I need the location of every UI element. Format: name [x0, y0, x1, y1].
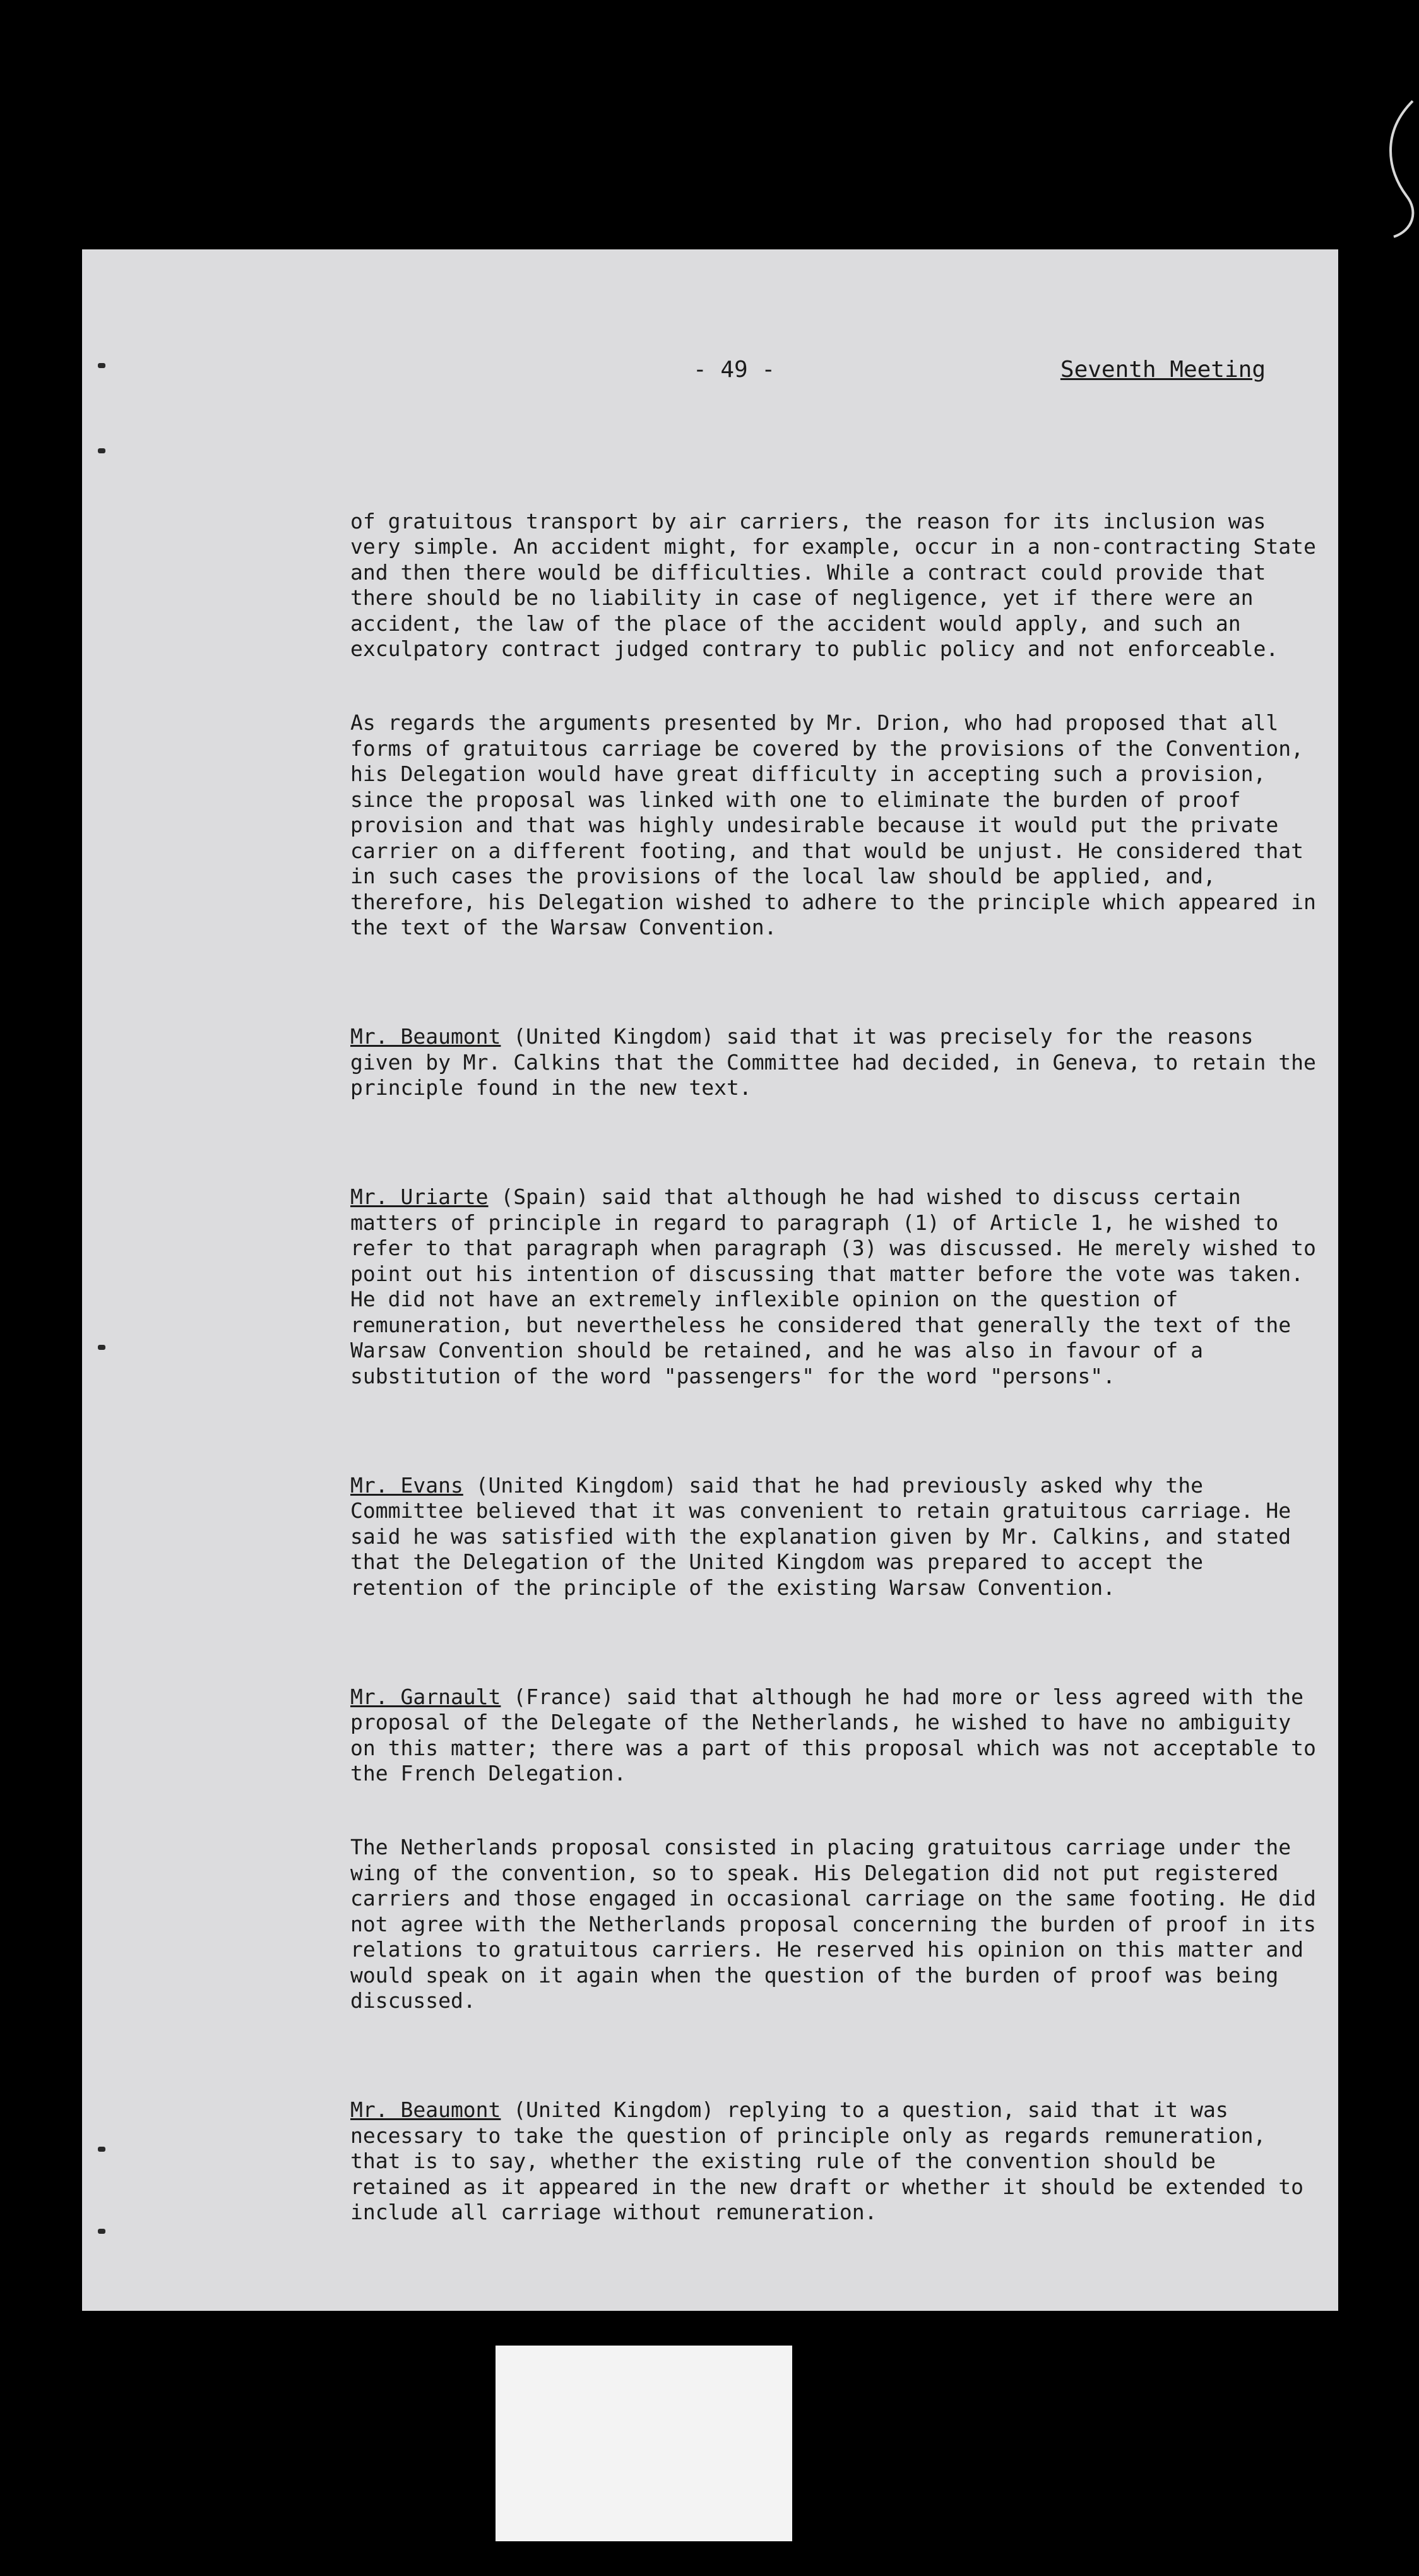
paragraph-text: (United Kingdom) said that it was precisely for the reasons given by Mr. Calkins that the Committee had decided, in Geneva, to retain the principle found in the new text. [350, 1024, 1316, 1100]
margin-mark [98, 363, 105, 368]
paragraph [350, 1810, 1326, 2014]
document-page [82, 249, 1338, 2311]
paragraph [350, 1159, 1326, 1390]
paragraph [350, 1659, 1326, 1787]
page-corner-curl [1343, 95, 1419, 246]
margin-mark [98, 448, 105, 453]
paragraph-text: (Spain) said that although he had wished to discuss certain matters of principle in regard to paragraph (1) of Article 1, he wished to refer to that paragraph when paragraph (3) was discussed. He merely wished to point out his intention of discussing that matter before the vote was taken. He did not have an extremely inflexible opinion on the question of remuneration, but nevertheless he considered that generally the text of the Warsaw Convention should be retained, and he was also in favour of a substitution of the word "passengers" for the word "persons". [350, 1184, 1316, 1388]
paragraph-text: (United Kingdom) replying to a question, said that it was necessary to take the question of principle only as regards remuneration, that is to say, whether the existing rule of the convention should be retained as it appeared in the new draft or whether it should be extended to include all carriage without remuneration. [350, 2097, 1303, 2224]
page-number: - 49 - [693, 357, 776, 383]
margin-mark [98, 2147, 105, 2152]
paragraph-text: (United Kingdom) said that he had previously asked why the Committee believed that it was convenient to retain gratuitous carriage. He said he was satisfied with the explanation given by Mr. Calkins, and stated that the Delegation of the United Kingdom was prepared to accept the retention of the principle of the existing Warsaw Convention. [350, 1472, 1291, 1600]
speaker-name: Mr. Evans [350, 1472, 463, 1498]
paragraph-text: The Netherlands proposal consisted in placing gratuitous carriage under the wing of the convention, so to speak. His Delegation did not put registered carriers and those engaged in occasional carriage on the same footing. He did not agree with the Netherlands proposal concerning the burden of proof in its relations to gratuitous carriers. He reserved his opinion on this matter and would speak on it again when the question of the burden of proof was being discussed. [350, 1835, 1316, 2013]
blank-paper-slip [496, 2346, 792, 2541]
speaker-name: Mr. Uriarte [350, 1184, 489, 1209]
paragraph [350, 1447, 1326, 1601]
paragraph [350, 483, 1326, 662]
paragraph-text: (France) said that although he had more or less agreed with the proposal of the Delegate of the Netherlands, he wished to have no ambiguity on this matter; there was a part of this proposal which was not acceptable to the French Delegation. [350, 1684, 1316, 1786]
paragraph [350, 999, 1326, 1101]
paragraph [350, 2072, 1326, 2226]
speaker-name: Mr. Garnault [350, 1684, 501, 1709]
margin-mark [98, 2229, 105, 2234]
document-body [350, 483, 1326, 2226]
paragraph-text: As regards the arguments presented by Mr. Drion, who had proposed that all forms of gratuitous carriage be covered by the provisions of the Convention, his Delegation would have great difficulty in accepting such a provision, since the proposal was linked with one to eliminate the burden of proof provision and that was highly undesirable because it would put the private carrier on a different footing, and that would be unjust. He considered that in such cases the provisions of the local law should be applied, and, therefore, his Delegation wished to adhere to the principle which appeared in the text of the Warsaw Convention. [350, 710, 1316, 939]
meeting-label: Seventh Meeting [1060, 357, 1266, 383]
margin-mark [98, 1345, 105, 1350]
speaker-name: Mr. Beaumont [350, 1024, 501, 1049]
speaker-name: Mr. Beaumont [350, 2097, 501, 2122]
paragraph-text: of gratuitous transport by air carriers, the reason for its inclusion was very simple. An accident might, for example, occur in a non-contracting State and then there would be difficulties. While a contract could provide that there should be no liability in case of negligence, yet if there were an accident, the law of the place of the accident would apply, and such an exculpatory contract judged contrary to public policy and not enforceable. [350, 508, 1316, 661]
page-header [82, 357, 1338, 395]
paragraph [350, 685, 1326, 941]
